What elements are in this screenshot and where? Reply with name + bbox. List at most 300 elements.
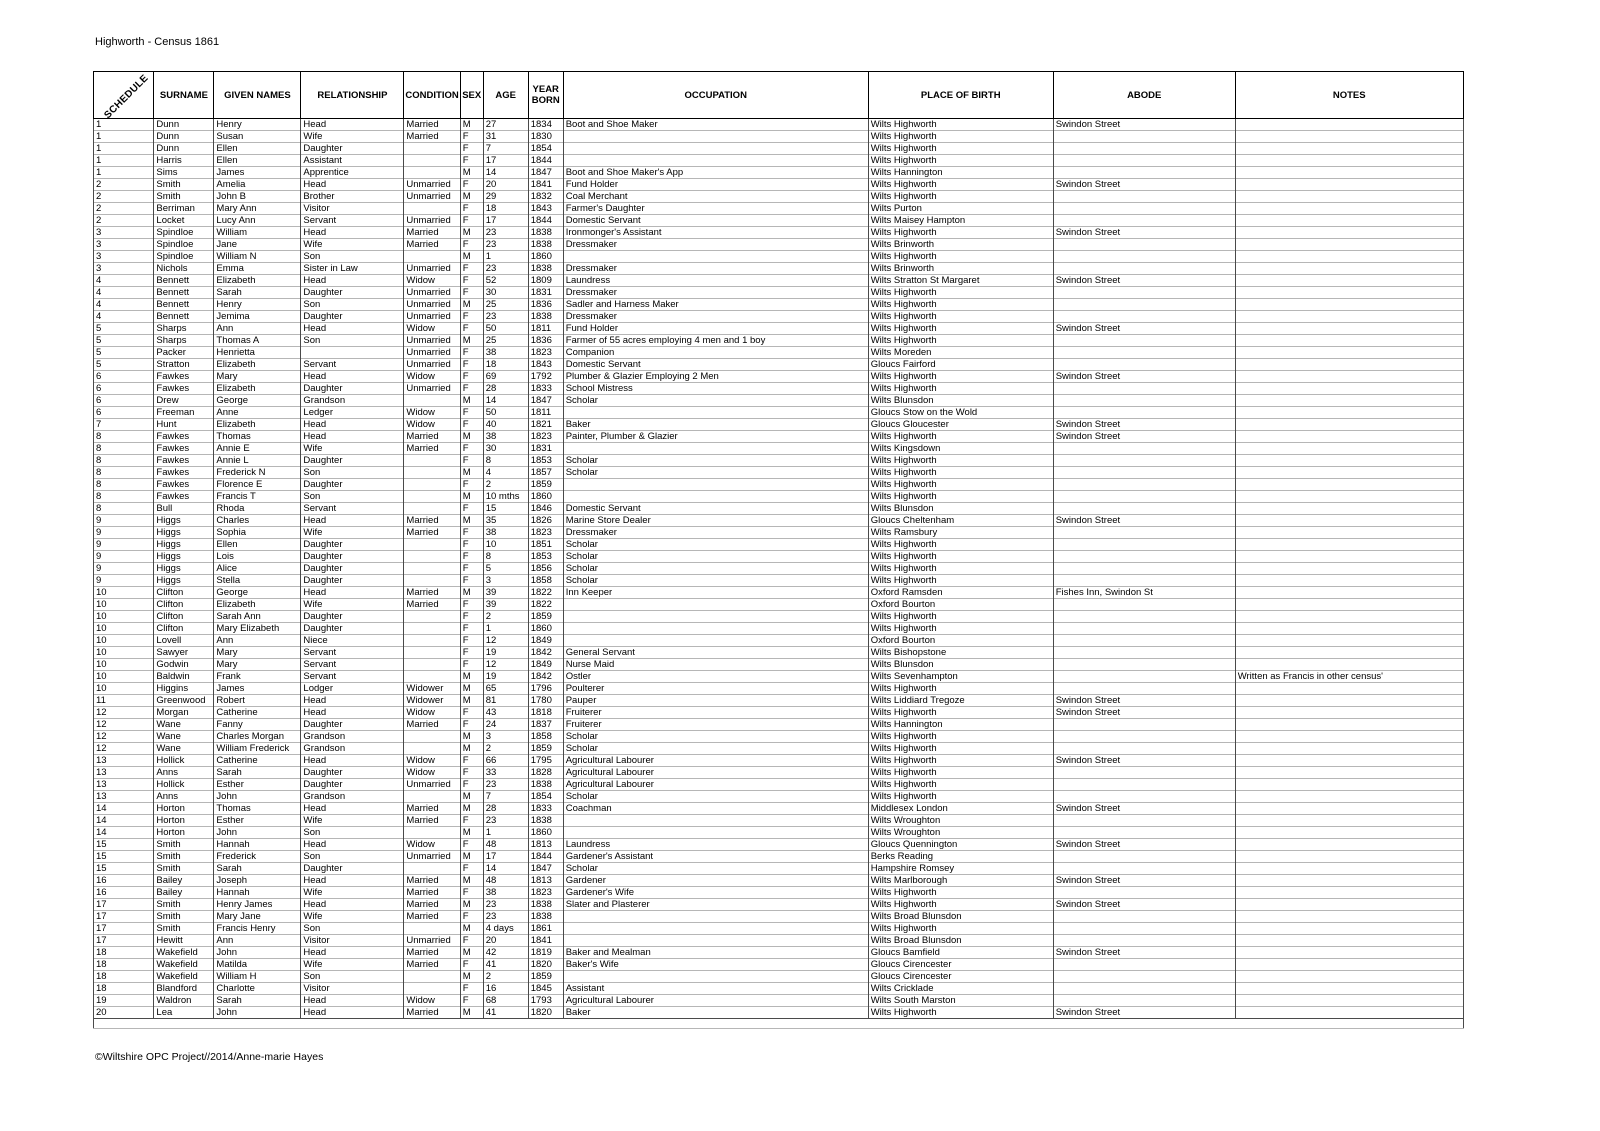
cell-relationship: Daughter — [301, 623, 404, 635]
cell-surname: Higgs — [154, 575, 214, 587]
cell-given-names: Ann — [214, 323, 301, 335]
cell-notes — [1235, 143, 1463, 155]
cell-surname: Dunn — [154, 131, 214, 143]
cell-year-born: 1833 — [528, 383, 563, 395]
table-row — [94, 599, 1464, 611]
cell-schedule: 15 — [94, 863, 154, 875]
cell-schedule: 16 — [94, 875, 154, 887]
cell-surname: Horton — [154, 827, 214, 839]
cell-surname: Spindloe — [154, 239, 214, 251]
cell-abode — [1053, 959, 1235, 971]
cell-condition: Widow — [404, 995, 460, 1007]
cell-schedule: 3 — [94, 239, 154, 251]
cell-schedule: 12 — [94, 743, 154, 755]
cell-place-of-birth: Wilts Highworth — [868, 539, 1053, 551]
cell-relationship: Grandson — [301, 791, 404, 803]
cell-occupation — [563, 923, 868, 935]
cell-relationship: Assistant — [301, 155, 404, 167]
cell-abode — [1053, 911, 1235, 923]
cell-abode — [1053, 479, 1235, 491]
cell-given-names: Mary — [214, 371, 301, 383]
cell-abode: Swindon Street — [1053, 179, 1235, 191]
table-row — [94, 923, 1464, 935]
cell-abode — [1053, 203, 1235, 215]
table-row — [94, 503, 1464, 515]
cell-age: 23 — [483, 263, 528, 275]
cell-year-born: 1831 — [528, 443, 563, 455]
cell-given-names: George — [214, 395, 301, 407]
cell-year-born: 1847 — [528, 863, 563, 875]
cell-occupation: Ostler — [563, 671, 868, 683]
cell-surname: Clifton — [154, 611, 214, 623]
cell-year-born: 1838 — [528, 227, 563, 239]
cell-surname: Fawkes — [154, 371, 214, 383]
cell-sex: M — [460, 671, 483, 683]
cell-sex: M — [460, 119, 483, 131]
cell-sex: M — [460, 299, 483, 311]
cell-schedule: 10 — [94, 611, 154, 623]
cell-place-of-birth: Wilts Highworth — [868, 623, 1053, 635]
cell-condition: Married — [404, 1007, 460, 1019]
cell-occupation: Scholar — [563, 863, 868, 875]
cell-notes — [1235, 347, 1463, 359]
cell-place-of-birth: Wilts Broad Blunsdon — [868, 911, 1053, 923]
cell-condition: Unmarried — [404, 935, 460, 947]
table-row — [94, 311, 1464, 323]
cell-occupation — [563, 911, 868, 923]
cell-notes — [1235, 611, 1463, 623]
cell-occupation — [563, 935, 868, 947]
cell-given-names: Florence E — [214, 479, 301, 491]
cell-sex: F — [460, 599, 483, 611]
cell-schedule: 2 — [94, 179, 154, 191]
cell-notes — [1235, 911, 1463, 923]
cell-surname: Bailey — [154, 875, 214, 887]
cell-condition — [404, 827, 460, 839]
cell-condition: Married — [404, 431, 460, 443]
cell-schedule: 7 — [94, 419, 154, 431]
cell-age: 1 — [483, 623, 528, 635]
cell-year-born: 1844 — [528, 215, 563, 227]
cell-schedule: 5 — [94, 359, 154, 371]
cell-abode: Swindon Street — [1053, 1007, 1235, 1019]
cell-abode — [1053, 623, 1235, 635]
cell-year-born: 1838 — [528, 779, 563, 791]
cell-surname: Spindloe — [154, 227, 214, 239]
cell-notes — [1235, 731, 1463, 743]
cell-occupation — [563, 143, 868, 155]
cell-year-born: 1836 — [528, 335, 563, 347]
col-header-condition: CONDITION — [404, 72, 460, 119]
table-row — [94, 551, 1464, 563]
cell-surname: Bailey — [154, 887, 214, 899]
col-header-given-names: GIVEN NAMES — [214, 72, 301, 119]
cell-age: 23 — [483, 239, 528, 251]
cell-year-born: 1828 — [528, 767, 563, 779]
cell-abode — [1053, 311, 1235, 323]
cell-occupation: Agricultural Labourer — [563, 767, 868, 779]
cell-condition — [404, 863, 460, 875]
cell-schedule: 8 — [94, 491, 154, 503]
cell-given-names: Robert — [214, 695, 301, 707]
table-row — [94, 479, 1464, 491]
cell-surname: Wane — [154, 731, 214, 743]
cell-year-born: 1822 — [528, 587, 563, 599]
cell-relationship — [301, 347, 404, 359]
cell-abode — [1053, 131, 1235, 143]
cell-condition: Unmarried — [404, 335, 460, 347]
cell-condition — [404, 539, 460, 551]
cell-sex: F — [460, 311, 483, 323]
cell-sex: F — [460, 911, 483, 923]
cell-condition: Married — [404, 899, 460, 911]
cell-schedule: 8 — [94, 479, 154, 491]
cell-given-names: Ann — [214, 635, 301, 647]
table-row — [94, 587, 1464, 599]
cell-age: 40 — [483, 419, 528, 431]
cell-sex: F — [460, 959, 483, 971]
cell-surname: Smith — [154, 911, 214, 923]
cell-occupation: Dressmaker — [563, 239, 868, 251]
cell-condition — [404, 143, 460, 155]
cell-abode — [1053, 731, 1235, 743]
cell-relationship: Lodger — [301, 683, 404, 695]
cell-place-of-birth: Wilts Highworth — [868, 467, 1053, 479]
cell-sex: F — [460, 455, 483, 467]
cell-age: 33 — [483, 767, 528, 779]
cell-year-born: 1858 — [528, 575, 563, 587]
table-row — [94, 491, 1464, 503]
cell-year-born: 1837 — [528, 719, 563, 731]
cell-schedule: 10 — [94, 683, 154, 695]
cell-place-of-birth: Wilts Highworth — [868, 899, 1053, 911]
cell-schedule: 12 — [94, 731, 154, 743]
cell-abode — [1053, 599, 1235, 611]
cell-surname: Wane — [154, 743, 214, 755]
cell-relationship: Daughter — [301, 779, 404, 791]
cell-relationship: Head — [301, 371, 404, 383]
cell-surname: Hewitt — [154, 935, 214, 947]
cell-schedule: 18 — [94, 947, 154, 959]
cell-condition — [404, 743, 460, 755]
cell-age: 2 — [483, 479, 528, 491]
cell-place-of-birth: Oxford Bourton — [868, 635, 1053, 647]
cell-relationship: Daughter — [301, 383, 404, 395]
cell-place-of-birth: Wilts Highworth — [868, 923, 1053, 935]
cell-sex: F — [460, 359, 483, 371]
cell-schedule: 5 — [94, 335, 154, 347]
cell-schedule: 10 — [94, 587, 154, 599]
cell-relationship: Wife — [301, 527, 404, 539]
cell-given-names: Annie E — [214, 443, 301, 455]
cell-abode: Swindon Street — [1053, 119, 1235, 131]
cell-condition: Unmarried — [404, 359, 460, 371]
cell-abode — [1053, 887, 1235, 899]
cell-relationship: Daughter — [301, 287, 404, 299]
cell-notes — [1235, 755, 1463, 767]
cell-surname: Fawkes — [154, 431, 214, 443]
cell-surname: Fawkes — [154, 443, 214, 455]
cell-given-names: John — [214, 947, 301, 959]
cell-occupation: Laundress — [563, 275, 868, 287]
cell-sex: F — [460, 815, 483, 827]
cell-given-names: Esther — [214, 779, 301, 791]
cell-notes — [1235, 431, 1463, 443]
cell-year-born: 1859 — [528, 743, 563, 755]
cell-occupation — [563, 623, 868, 635]
cell-given-names: Elizabeth — [214, 419, 301, 431]
cell-schedule: 1 — [94, 155, 154, 167]
cell-relationship: Head — [301, 947, 404, 959]
table-row — [94, 731, 1464, 743]
cell-sex: M — [460, 491, 483, 503]
cell-place-of-birth: Wilts Highworth — [868, 779, 1053, 791]
cell-condition: Widow — [404, 755, 460, 767]
cell-place-of-birth: Wilts Highworth — [868, 755, 1053, 767]
cell-surname: Hollick — [154, 755, 214, 767]
table-row — [94, 983, 1464, 995]
cell-given-names: Fanny — [214, 719, 301, 731]
cell-abode: Fishes Inn, Swindon St — [1053, 587, 1235, 599]
cell-relationship: Grandson — [301, 743, 404, 755]
cell-sex: F — [460, 239, 483, 251]
cell-surname: Locket — [154, 215, 214, 227]
cell-year-born: 1860 — [528, 251, 563, 263]
cell-surname: Fawkes — [154, 455, 214, 467]
cell-surname: Clifton — [154, 599, 214, 611]
cell-occupation — [563, 491, 868, 503]
cell-surname: Hunt — [154, 419, 214, 431]
cell-place-of-birth: Wilts Highworth — [868, 227, 1053, 239]
cell-sex: F — [460, 275, 483, 287]
cell-relationship: Head — [301, 695, 404, 707]
cell-place-of-birth: Wilts Highworth — [868, 119, 1053, 131]
cell-sex: F — [460, 419, 483, 431]
cell-condition: Widow — [404, 275, 460, 287]
cell-occupation: Assistant — [563, 983, 868, 995]
cell-schedule: 8 — [94, 431, 154, 443]
schedule-header-label: SCHEDULE — [102, 72, 151, 121]
cell-notes — [1235, 803, 1463, 815]
table-row — [94, 863, 1464, 875]
cell-place-of-birth: Wilts Liddiard Tregoze — [868, 695, 1053, 707]
cell-notes — [1235, 287, 1463, 299]
cell-occupation: School Mistress — [563, 383, 868, 395]
table-row — [94, 623, 1464, 635]
cell-sex: F — [460, 131, 483, 143]
cell-year-born: 1795 — [528, 755, 563, 767]
cell-notes — [1235, 383, 1463, 395]
cell-sex: F — [460, 155, 483, 167]
cell-surname: Bennett — [154, 311, 214, 323]
cell-relationship: Head — [301, 119, 404, 131]
cell-given-names: Ellen — [214, 539, 301, 551]
cell-abode — [1053, 683, 1235, 695]
table-row — [94, 335, 1464, 347]
cell-age: 30 — [483, 287, 528, 299]
cell-relationship: Servant — [301, 659, 404, 671]
cell-year-born: 1792 — [528, 371, 563, 383]
cell-occupation: Nurse Maid — [563, 659, 868, 671]
cell-relationship: Grandson — [301, 395, 404, 407]
cell-sex: F — [460, 611, 483, 623]
table-row — [94, 563, 1464, 575]
cell-given-names: James — [214, 683, 301, 695]
cell-sex: F — [460, 263, 483, 275]
cell-given-names: Jane — [214, 239, 301, 251]
cell-year-born: 1849 — [528, 635, 563, 647]
cell-year-born: 1853 — [528, 455, 563, 467]
cell-abode — [1053, 299, 1235, 311]
cell-surname: Clifton — [154, 623, 214, 635]
cell-notes — [1235, 275, 1463, 287]
cell-given-names: Henrietta — [214, 347, 301, 359]
cell-surname: Blandford — [154, 983, 214, 995]
cell-year-born: 1860 — [528, 491, 563, 503]
cell-notes — [1235, 899, 1463, 911]
cell-relationship: Daughter — [301, 719, 404, 731]
cell-year-born: 1854 — [528, 143, 563, 155]
cell-surname: Packer — [154, 347, 214, 359]
cell-schedule: 2 — [94, 191, 154, 203]
cell-sex: M — [460, 851, 483, 863]
cell-place-of-birth: Wilts Hannington — [868, 167, 1053, 179]
cell-year-born: 1841 — [528, 935, 563, 947]
cell-occupation: Dressmaker — [563, 311, 868, 323]
cell-notes — [1235, 551, 1463, 563]
cell-occupation — [563, 251, 868, 263]
cell-notes — [1235, 995, 1463, 1007]
page-title: Highworth - Census 1861 — [95, 36, 220, 48]
cell-relationship: Sister in Law — [301, 263, 404, 275]
cell-occupation — [563, 443, 868, 455]
table-row — [94, 131, 1464, 143]
cell-occupation: Fund Holder — [563, 323, 868, 335]
table-row — [94, 995, 1464, 1007]
cell-schedule: 17 — [94, 911, 154, 923]
cell-abode — [1053, 719, 1235, 731]
cell-schedule: 1 — [94, 119, 154, 131]
cell-year-born: 1796 — [528, 683, 563, 695]
cell-year-born: 1858 — [528, 731, 563, 743]
cell-abode: Swindon Street — [1053, 899, 1235, 911]
cell-relationship: Wife — [301, 911, 404, 923]
cell-surname: Horton — [154, 815, 214, 827]
cell-given-names: Sarah — [214, 995, 301, 1007]
cell-abode — [1053, 191, 1235, 203]
cell-year-born: 1823 — [528, 431, 563, 443]
cell-relationship: Head — [301, 179, 404, 191]
cell-given-names: Sarah — [214, 287, 301, 299]
cell-sex: M — [460, 947, 483, 959]
cell-place-of-birth: Wilts South Marston — [868, 995, 1053, 1007]
cell-year-born: 1834 — [528, 119, 563, 131]
cell-condition: Unmarried — [404, 347, 460, 359]
cell-place-of-birth: Gloucs Cirencester — [868, 971, 1053, 983]
cell-year-born: 1843 — [528, 359, 563, 371]
cell-surname: Dunn — [154, 143, 214, 155]
cell-notes — [1235, 155, 1463, 167]
cell-condition: Married — [404, 887, 460, 899]
cell-condition — [404, 155, 460, 167]
cell-relationship: Son — [301, 299, 404, 311]
cell-age: 81 — [483, 695, 528, 707]
cell-surname: Wakefield — [154, 959, 214, 971]
cell-given-names: Anne — [214, 407, 301, 419]
cell-condition — [404, 563, 460, 575]
cell-place-of-birth: Gloucs Stow on the Wold — [868, 407, 1053, 419]
cell-abode — [1053, 383, 1235, 395]
cell-notes — [1235, 455, 1463, 467]
cell-given-names: Sarah — [214, 863, 301, 875]
cell-abode — [1053, 395, 1235, 407]
cell-condition — [404, 923, 460, 935]
header-row — [94, 72, 1464, 119]
cell-year-born: 1823 — [528, 347, 563, 359]
cell-age: 12 — [483, 659, 528, 671]
cell-abode — [1053, 167, 1235, 179]
cell-surname: Sims — [154, 167, 214, 179]
cell-given-names: Esther — [214, 815, 301, 827]
cell-surname: Lea — [154, 1007, 214, 1019]
cell-schedule: 8 — [94, 455, 154, 467]
cell-given-names: George — [214, 587, 301, 599]
cell-year-born: 1821 — [528, 419, 563, 431]
cell-abode — [1053, 851, 1235, 863]
cell-condition: Widow — [404, 323, 460, 335]
cell-notes — [1235, 167, 1463, 179]
cell-notes — [1235, 971, 1463, 983]
cell-sex: M — [460, 899, 483, 911]
cell-occupation: Scholar — [563, 467, 868, 479]
cell-relationship: Son — [301, 827, 404, 839]
cell-sex: F — [460, 539, 483, 551]
cell-year-born: 1819 — [528, 947, 563, 959]
cell-condition — [404, 551, 460, 563]
cell-sex: M — [460, 923, 483, 935]
cell-age: 2 — [483, 743, 528, 755]
cell-place-of-birth: Wilts Marlborough — [868, 875, 1053, 887]
cell-occupation: Boot and Shoe Maker — [563, 119, 868, 131]
cell-occupation: Coal Merchant — [563, 191, 868, 203]
cell-sex: F — [460, 563, 483, 575]
cell-age: 38 — [483, 347, 528, 359]
cell-notes — [1235, 263, 1463, 275]
cell-place-of-birth: Wilts Maisey Hampton — [868, 215, 1053, 227]
cell-abode — [1053, 647, 1235, 659]
cell-occupation: Scholar — [563, 455, 868, 467]
cell-given-names: Emma — [214, 263, 301, 275]
table-row — [94, 155, 1464, 167]
cell-notes — [1235, 875, 1463, 887]
cell-occupation: Ironmonger's Assistant — [563, 227, 868, 239]
table-row — [94, 971, 1464, 983]
cell-notes — [1235, 695, 1463, 707]
cell-year-born: 1836 — [528, 299, 563, 311]
cell-schedule: 10 — [94, 647, 154, 659]
cell-schedule: 4 — [94, 299, 154, 311]
table-row — [94, 299, 1464, 311]
cell-schedule: 17 — [94, 935, 154, 947]
cell-given-names: Francis T — [214, 491, 301, 503]
cell-age: 5 — [483, 563, 528, 575]
cell-sex: M — [460, 683, 483, 695]
cell-condition — [404, 731, 460, 743]
cell-given-names: Sarah — [214, 767, 301, 779]
cell-condition: Unmarried — [404, 179, 460, 191]
cell-surname: Lovell — [154, 635, 214, 647]
cell-schedule: 20 — [94, 1007, 154, 1019]
